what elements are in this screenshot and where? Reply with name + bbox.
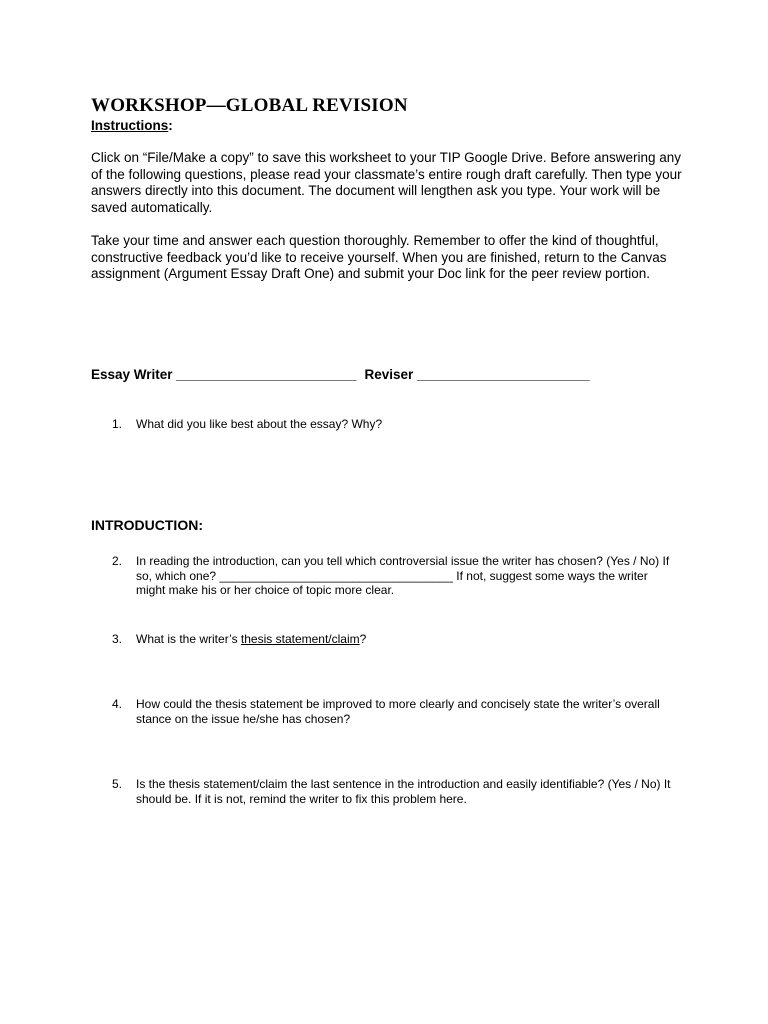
question-text-after: ? [359, 632, 367, 646]
document-title: WORKSHOP—GLOBAL REVISION [91, 95, 408, 116]
instructions-label-text: Instructions [91, 118, 169, 133]
question-number: 1. [112, 417, 123, 431]
question-text: In reading the introduction, can you tell which controversial issue the writer has chosen? (Yes / No) If so, which one? ___________________________________ If not, suggest some ways the writer might make his or her choice of topic more clear. [136, 554, 670, 597]
question-text-before: What is the writer’s [136, 632, 241, 646]
thesis-statement-underlined: thesis statement/claim [240, 632, 360, 646]
question-number: 4. [112, 697, 123, 711]
question-number: 2. [112, 554, 123, 568]
question-text: What did you like best about the essay? Why? [136, 417, 383, 431]
question-text: How could the thesis statement be improved to more clearly and concisely state the writer’s overall stance on the issue he/she has chosen? [136, 697, 660, 726]
names-line [91, 366, 590, 383]
question-number: 3. [112, 632, 123, 646]
worksheet-content [91, 95, 691, 806]
question-number: 5. [112, 777, 123, 791]
instructions-label [91, 117, 691, 134]
instructions-colon: : [168, 118, 173, 133]
instructions-paragraph-1: Click on “File/Make a copy” to save this worksheet to your TIP Google Drive. Before answering any of the following questions, please read your classmate’s entire rough draft carefully. Then type your answers directly into this document. The document will lengthen ask you type. Your work will be saved automatically. [91, 150, 682, 215]
question-text: Is the thesis statement/claim the last sentence in the introduction and easily identifiable? (Yes / No) It should be. If it is not, remind the writer to fix this problem here. [136, 777, 671, 806]
essay-writer-field: Essay Writer ________________________ [91, 367, 357, 382]
reviser-field: Reviser _______________________ [364, 367, 590, 382]
question-text [136, 632, 671, 647]
section-heading-introduction: INTRODUCTION: [91, 517, 203, 533]
instructions-paragraph-2: Take your time and answer each question thoroughly. Remember to offer the kind of thoughtful, constructive feedback you’d like to receive yourself. When you are finished, return to the Canvas assignment (Argument Essay Draft One) and submit your Doc link for the peer review portion. [91, 233, 667, 281]
